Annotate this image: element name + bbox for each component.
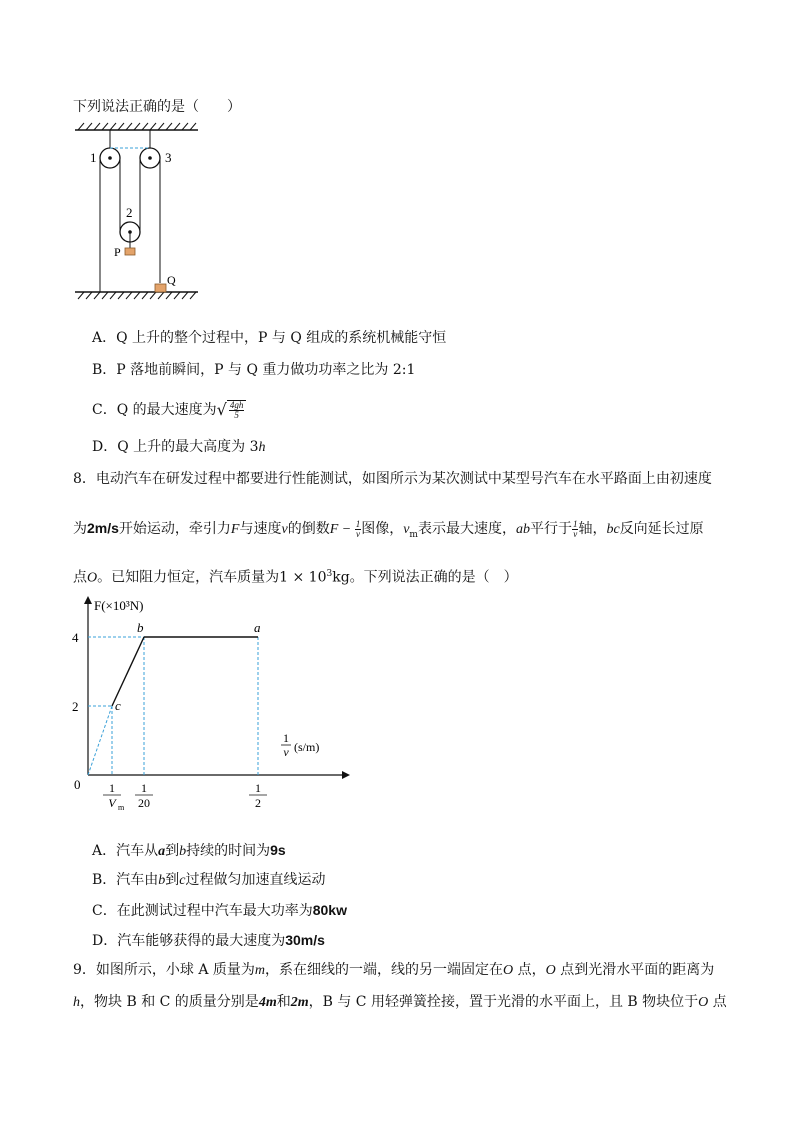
label-3: 3 xyxy=(165,150,172,165)
x-tick-b-num: 1 xyxy=(141,781,147,795)
force-inverse-velocity-chart xyxy=(70,592,360,827)
label-p: P xyxy=(114,245,121,259)
q8-option-a: A．汽车从a到b持续的时间为9s xyxy=(92,842,286,859)
label-1: 1 xyxy=(90,150,97,165)
q7-stem: 下列说法正确的是（ ） xyxy=(73,99,241,115)
block-q xyxy=(155,284,166,292)
q8-line-2: 为2m/s开始运动，牵引力F与速度v的倒数F − $\frac{1}{v}$ 图像，$v_m$表示最大速度，ab平行于 $\frac{1}{v}$ 轴，bc反向延长过原 xyxy=(73,518,704,540)
block-p xyxy=(125,248,135,255)
q7-option-c: C．Q 的最大速度为√ $\frac{4gh}{5}$ xyxy=(92,393,246,427)
x-tick-vm-den: V xyxy=(108,796,116,810)
label-2: 2 xyxy=(126,205,133,220)
x-tick-a-num: 1 xyxy=(255,781,261,795)
point-label-a: a xyxy=(254,620,261,635)
q8-option-d: D．汽车能够获得的最大速度为30m/s xyxy=(92,932,325,949)
q8-line-3: 点O。已知阻力恒定，汽车质量为$1 \times 10^3kg$。下列说法正确的是（ ） xyxy=(73,569,518,586)
y-tick-label: 4 xyxy=(72,630,79,645)
label-q: Q xyxy=(167,273,176,287)
x-tick-vm-num: 1 xyxy=(109,781,115,795)
q8-line-1: 8．电动汽车在研发过程中都要进行性能测试，如图所示为某次测试中某型号汽车在水平路面上由初速度 xyxy=(73,471,712,487)
x-axis-arrow xyxy=(342,771,350,779)
guide-extension xyxy=(88,706,112,775)
q8-option-b: B．汽车由b到c过程做匀加速直线运动 xyxy=(92,872,326,888)
q8-option-c: C．在此测试过程中汽车最大功率为80kw xyxy=(92,902,347,919)
pulley-figure xyxy=(70,120,210,300)
x-tick-a-den: 2 xyxy=(255,796,261,810)
q7-option-a: A．Q 上升的整个过程中，P 与 Q 组成的系统机械能守恒 xyxy=(92,330,447,346)
q9-line-1: 9．如图所示，小球 A 质量为m，系在细线的一端，线的另一端固定在O 点，O 点到光滑水平面的距离为 xyxy=(73,962,715,978)
point-label-b: b xyxy=(137,620,144,635)
q7-option-d: D．Q 上升的最大高度为 3h xyxy=(92,439,266,455)
x-axis-label-unit: (s/m) xyxy=(294,740,320,754)
y-axis-label: F(×10³N) xyxy=(94,598,144,613)
q7-option-b: B．P 落地前瞬间，P 与 Q 重力做功功率之比为 2:1 xyxy=(92,362,416,378)
x-axis-label-den: v xyxy=(283,745,289,759)
q9-line-2: h，物块 B 和 C 的质量分别是4m和2m，B 与 C 用轻弹簧拴接，置于光滑的水平面上，且 B 物块位于O 点 xyxy=(73,994,727,1010)
x-axis-label-num: 1 xyxy=(283,731,289,745)
y-tick-label: 2 xyxy=(72,699,79,714)
origin-label: 0 xyxy=(74,777,81,792)
series-c-b xyxy=(112,637,144,706)
point-label-c: c xyxy=(115,698,121,713)
y-axis-arrow xyxy=(84,596,92,604)
x-tick-b-den: 20 xyxy=(138,796,150,810)
x-tick-vm-den-sub: m xyxy=(118,803,125,812)
